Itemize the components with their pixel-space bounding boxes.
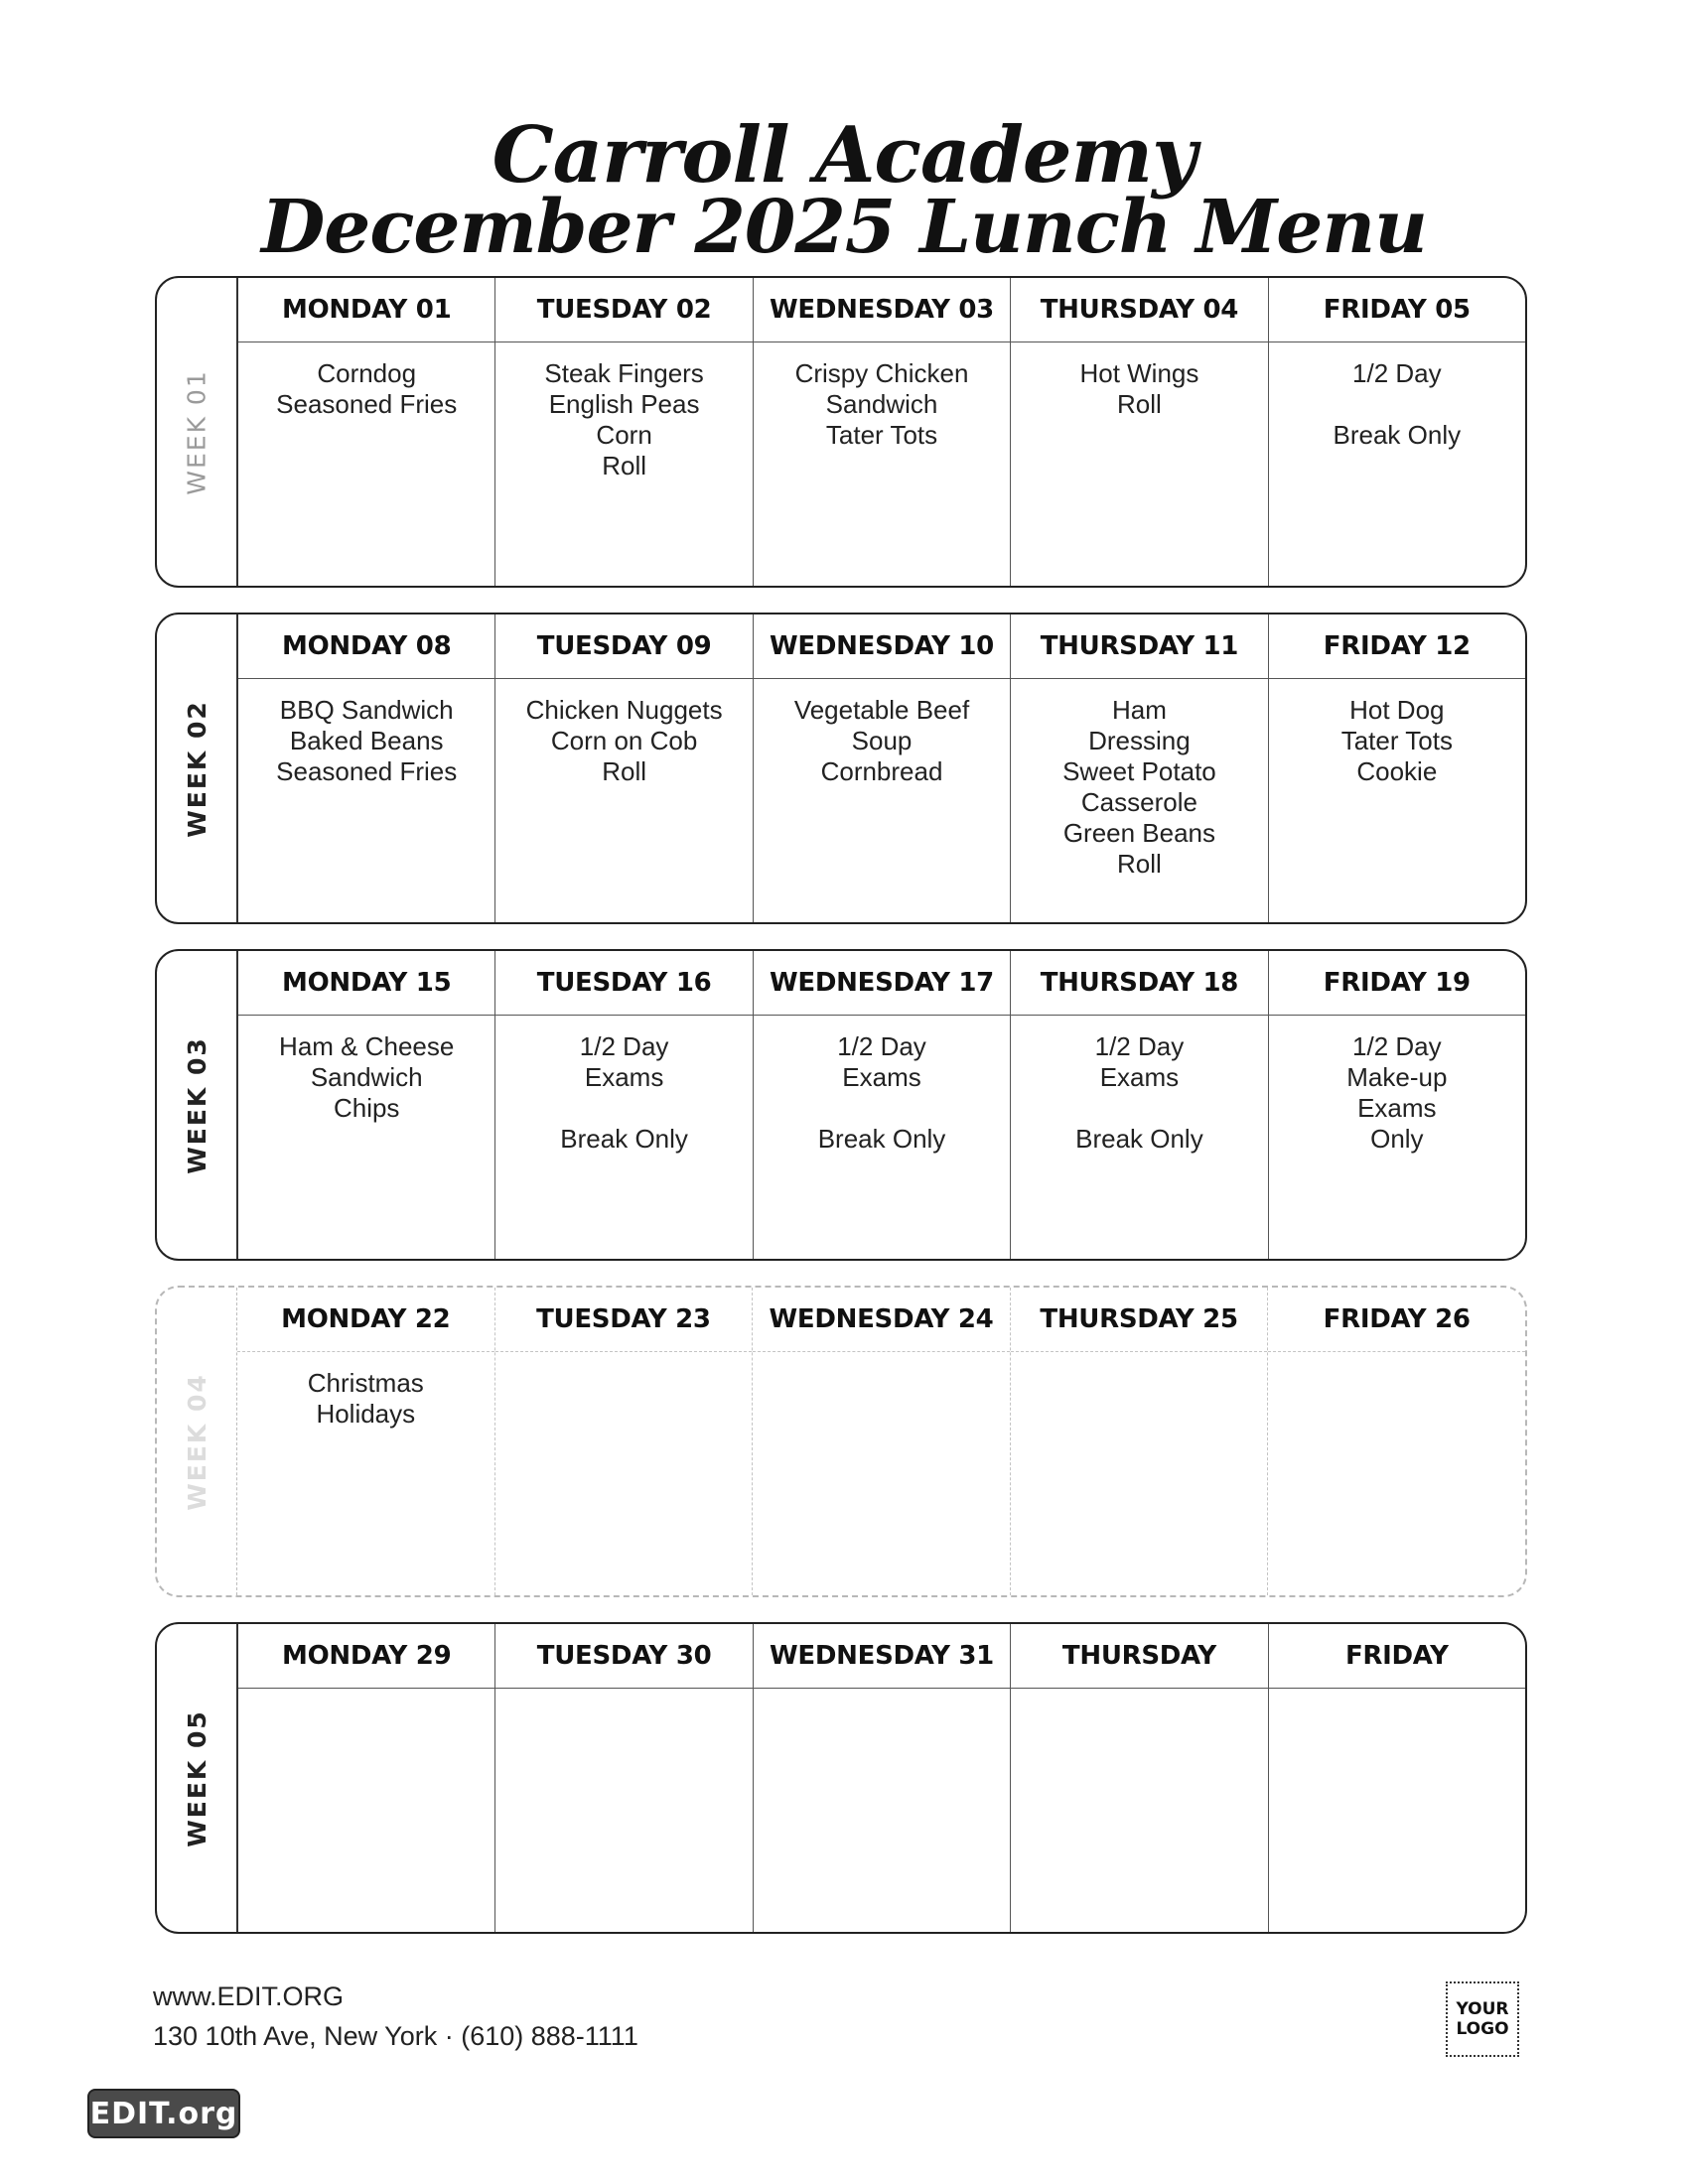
menu-item: Tater Tots — [825, 420, 938, 450]
menu-item: Break Only — [560, 1124, 688, 1154]
day-menu — [1269, 1689, 1525, 1705]
day-column — [238, 278, 495, 586]
menu-item: Hot Wings — [1079, 358, 1199, 388]
menu-item: Hot Dog — [1349, 695, 1445, 725]
day-header: MONDAY 15 — [238, 951, 494, 1016]
day-column — [495, 614, 753, 922]
day-menu — [754, 1016, 1010, 1155]
day-column — [1011, 1624, 1268, 1932]
menu-item: 1/2 Day — [837, 1031, 926, 1061]
menu-item — [495, 1093, 752, 1124]
menu-item: 1/2 Day — [1352, 358, 1442, 388]
day-column — [237, 1288, 495, 1595]
menu-item: Tater Tots — [1340, 726, 1453, 755]
day-header: WEDNESDAY 17 — [754, 951, 1010, 1016]
day-header: WEDNESDAY 10 — [754, 614, 1010, 679]
day-menu — [495, 679, 752, 787]
menu-item — [1011, 1093, 1267, 1124]
day-column — [1269, 1624, 1525, 1932]
logo-placeholder — [1446, 1981, 1519, 2057]
week-label: WEEK 02 — [182, 699, 211, 838]
week-block — [155, 1622, 1527, 1934]
menu-item: Roll — [1117, 849, 1162, 879]
menu-item: Green Beans — [1062, 818, 1216, 848]
day-header: TUESDAY 02 — [495, 278, 752, 342]
week-label-cell — [157, 1624, 238, 1932]
week-label-cell — [157, 1288, 237, 1595]
day-column — [238, 1624, 495, 1932]
day-menu — [238, 342, 494, 420]
day-column — [495, 1288, 754, 1595]
week-label-cell — [157, 278, 238, 586]
menu-item: Cornbread — [820, 756, 943, 786]
edit-org-badge: EDIT.org — [87, 2089, 240, 2138]
day-column — [495, 951, 753, 1259]
day-menu — [1268, 1352, 1525, 1368]
day-menu — [238, 679, 494, 787]
menu-item: Ham — [1111, 695, 1167, 725]
menu-item: Vegetable Beef — [793, 695, 970, 725]
logo-line-2: LOGO — [1456, 2019, 1509, 2039]
menu-item — [1269, 389, 1525, 420]
day-column — [1268, 1288, 1525, 1595]
menu-item: Cookie — [1356, 756, 1438, 786]
menu-item: Corn on Cob — [550, 726, 698, 755]
day-header: TUESDAY 16 — [495, 951, 752, 1016]
school-name-title: Carroll Academy — [492, 110, 1196, 201]
day-column — [1011, 614, 1268, 922]
menu-item: BBQ Sandwich — [279, 695, 454, 725]
week-label: WEEK 04 — [182, 1372, 211, 1511]
day-column — [754, 951, 1011, 1259]
day-header: FRIDAY — [1269, 1624, 1525, 1689]
menu-item: Break Only — [1333, 420, 1462, 450]
day-column — [495, 1624, 753, 1932]
day-header: FRIDAY 05 — [1269, 278, 1525, 342]
day-header: MONDAY 08 — [238, 614, 494, 679]
menu-item: Chicken Nuggets — [525, 695, 723, 725]
menu-item: Chips — [333, 1093, 400, 1123]
day-header: MONDAY 29 — [238, 1624, 494, 1689]
day-menu — [495, 1689, 752, 1705]
day-column — [1011, 951, 1268, 1259]
day-column — [1269, 614, 1525, 922]
week-block — [155, 1286, 1527, 1597]
menu-item: Steak Fingers — [544, 358, 704, 388]
menu-item — [754, 1093, 1010, 1124]
day-menu — [754, 342, 1010, 451]
day-menu — [753, 1352, 1010, 1368]
menu-item: Corn — [596, 420, 652, 450]
day-column — [1269, 951, 1525, 1259]
menu-item: Casserole — [1080, 787, 1197, 817]
menu-item: Make-up — [1346, 1062, 1448, 1092]
day-header: MONDAY 01 — [238, 278, 494, 342]
day-column — [1011, 1288, 1269, 1595]
day-header: THURSDAY 04 — [1011, 278, 1267, 342]
menu-item: 1/2 Day — [1352, 1031, 1442, 1061]
day-menu — [1011, 1689, 1267, 1705]
menu-item: Seasoned Fries — [276, 389, 458, 419]
logo-line-1: YOUR — [1456, 1999, 1509, 2019]
day-header: WEDNESDAY 24 — [753, 1288, 1010, 1352]
day-column — [238, 614, 495, 922]
day-menu — [238, 1689, 494, 1705]
menu-item: Soup — [851, 726, 913, 755]
menu-title: December 2025 Lunch Menu — [261, 185, 1427, 270]
day-header: TUESDAY 30 — [495, 1624, 752, 1689]
day-header: FRIDAY 19 — [1269, 951, 1525, 1016]
day-menu — [495, 1352, 753, 1368]
day-header: THURSDAY 25 — [1011, 1288, 1268, 1352]
menu-item: Holidays — [316, 1399, 416, 1429]
menu-item: Sweet Potato — [1062, 756, 1216, 786]
menu-item: 1/2 Day — [579, 1031, 669, 1061]
day-menu — [1269, 342, 1525, 451]
week-label-cell — [157, 614, 238, 922]
day-menu — [495, 1016, 752, 1155]
menu-item: Dressing — [1088, 726, 1191, 755]
week-label: WEEK 01 — [182, 368, 211, 495]
menu-item: Break Only — [817, 1124, 946, 1154]
menu-item: Roll — [602, 756, 646, 786]
day-column — [754, 614, 1011, 922]
menu-item: Roll — [1117, 389, 1162, 419]
day-header: FRIDAY 26 — [1268, 1288, 1525, 1352]
day-column — [753, 1288, 1011, 1595]
week-label: WEEK 03 — [182, 1035, 211, 1174]
day-column — [495, 278, 753, 586]
day-header: WEDNESDAY 31 — [754, 1624, 1010, 1689]
menu-item: Break Only — [1075, 1124, 1203, 1154]
menu-item: Crispy Chicken — [794, 358, 969, 388]
footer-address: 130 10th Ave, New York · (610) 888-1111 — [153, 2021, 638, 2051]
day-header: THURSDAY — [1011, 1624, 1267, 1689]
menu-item: Ham & Cheese — [279, 1031, 455, 1061]
day-column — [1269, 278, 1525, 586]
day-menu — [1011, 1016, 1267, 1155]
menu-item: Roll — [602, 451, 646, 480]
day-menu — [495, 342, 752, 481]
day-header: THURSDAY 18 — [1011, 951, 1267, 1016]
menu-item: Baked Beans — [289, 726, 444, 755]
menu-item: Exams — [584, 1062, 664, 1092]
day-menu — [754, 1689, 1010, 1705]
menu-item: Sandwich — [310, 1062, 423, 1092]
menu-item: Exams — [1357, 1093, 1437, 1123]
menu-item: Exams — [842, 1062, 921, 1092]
day-menu — [237, 1352, 494, 1430]
day-header: WEDNESDAY 03 — [754, 278, 1010, 342]
day-header: THURSDAY 11 — [1011, 614, 1267, 679]
day-menu — [1011, 342, 1267, 420]
menu-item: Corndog — [317, 358, 417, 388]
menu-item: 1/2 Day — [1094, 1031, 1185, 1061]
menu-item: Only — [1370, 1124, 1424, 1154]
day-column — [754, 1624, 1011, 1932]
week-label: WEEK 05 — [182, 1708, 211, 1847]
day-column — [238, 951, 495, 1259]
day-header: TUESDAY 23 — [495, 1288, 753, 1352]
week-label-cell — [157, 951, 238, 1259]
week-block — [155, 613, 1527, 924]
day-column — [754, 278, 1011, 586]
menu-item: English Peas — [548, 389, 700, 419]
day-header: MONDAY 22 — [237, 1288, 494, 1352]
footer-website: www.EDIT.ORG — [153, 1981, 345, 2011]
day-menu — [1011, 1352, 1268, 1368]
day-header: TUESDAY 09 — [495, 614, 752, 679]
week-block — [155, 949, 1527, 1261]
day-menu — [238, 1016, 494, 1124]
day-menu — [754, 679, 1010, 787]
day-menu — [1269, 1016, 1525, 1155]
day-header: FRIDAY 12 — [1269, 614, 1525, 679]
menu-item: Exams — [1099, 1062, 1180, 1092]
day-menu — [1269, 679, 1525, 787]
menu-item: Seasoned Fries — [276, 756, 458, 786]
day-menu — [1011, 679, 1267, 880]
week-block — [155, 276, 1527, 588]
menu-item: Sandwich — [825, 389, 938, 419]
day-column — [1011, 278, 1268, 586]
menu-item: Christmas — [307, 1368, 424, 1398]
